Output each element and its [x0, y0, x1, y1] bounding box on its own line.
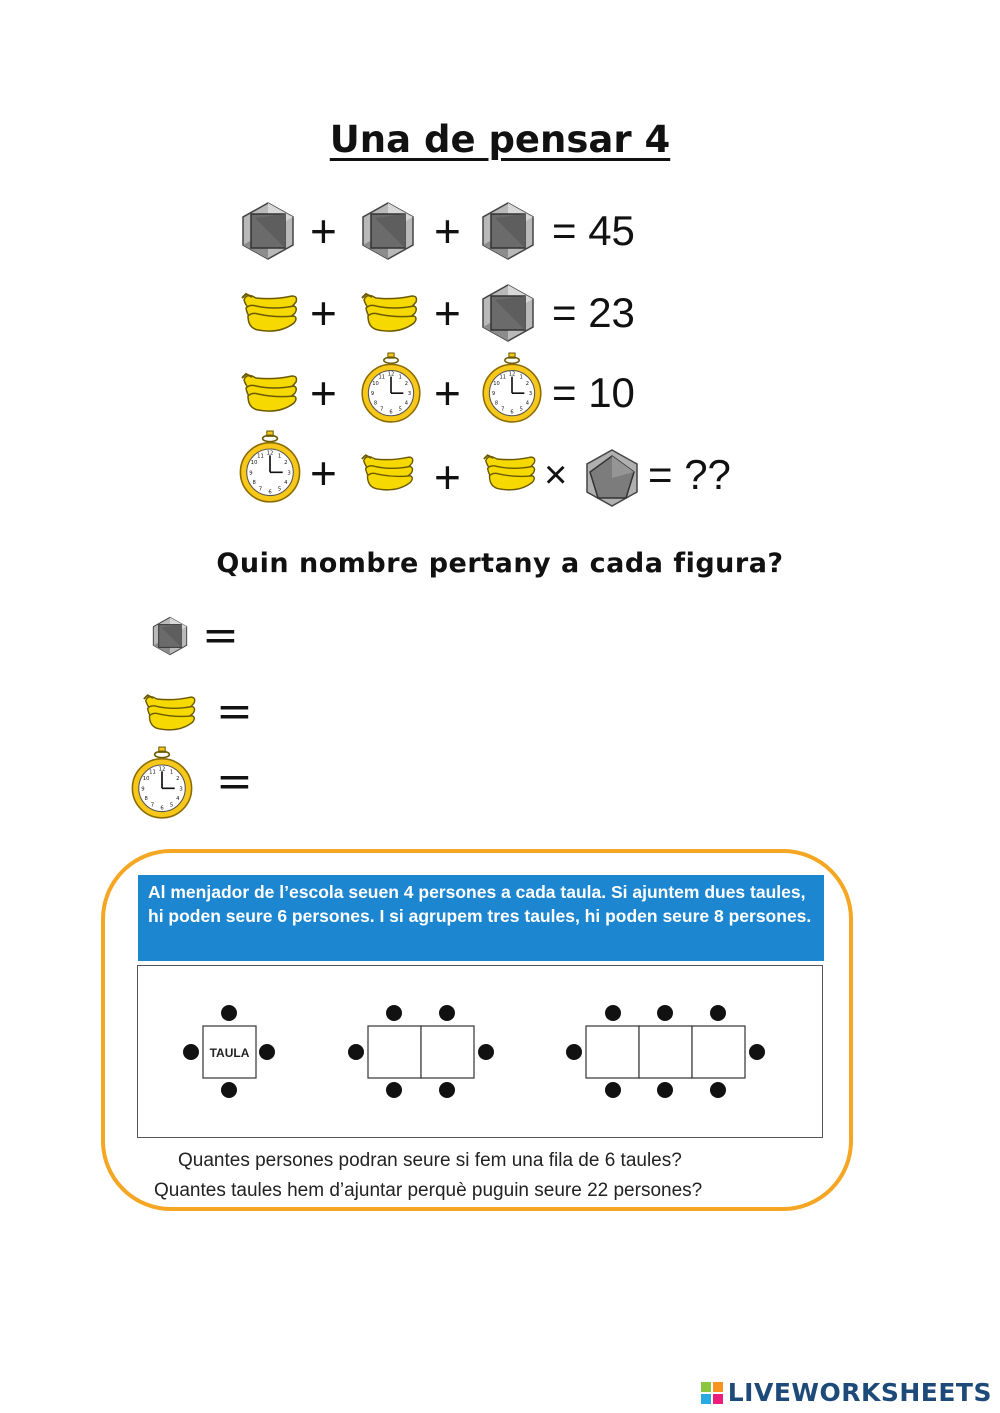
person-dot [439, 1082, 455, 1098]
question-heading: Quin nombre pertany a cada figura? [216, 548, 784, 579]
question-1: Quantes persones podran seure si fem una fila de 6 taules? [178, 1150, 682, 1171]
person-dot [259, 1044, 275, 1060]
plus-sign: + [310, 205, 337, 257]
person-dot [605, 1005, 621, 1021]
puzzle-row-3 [238, 356, 758, 422]
hexagon-icon [478, 280, 538, 346]
person-dot [221, 1082, 237, 1098]
plus-sign: + [310, 367, 337, 419]
answer-row-clock [130, 746, 330, 820]
answer-row-bananas [142, 688, 342, 740]
person-dot [749, 1044, 765, 1060]
hexagon-icon [238, 198, 298, 264]
puzzle-row-2 [238, 280, 758, 346]
person-dot [710, 1082, 726, 1098]
person-dot [478, 1044, 494, 1060]
person-dot [386, 1082, 402, 1098]
logo-icon [700, 1381, 724, 1405]
person-dot [710, 1005, 726, 1021]
stopwatch-icon [238, 430, 302, 504]
bananas-icon [360, 286, 420, 340]
equals-sign: = [216, 686, 253, 737]
plus-sign: + [434, 367, 461, 419]
stopwatch-icon [130, 746, 194, 820]
puzzle-row-4 [238, 436, 758, 502]
question-2: Quantes taules hem d’ajuntar perquè puguin seure 22 persones? [154, 1180, 703, 1201]
bananas-icon [482, 448, 538, 498]
liveworksheets-logo [700, 1378, 992, 1408]
person-dot [348, 1044, 364, 1060]
table-label: TAULA [209, 1046, 250, 1060]
plus-sign: + [434, 205, 461, 257]
bananas-icon [240, 366, 300, 420]
table-2a [368, 1026, 421, 1078]
row-result: = 23 [552, 289, 635, 336]
equals-sign: = [216, 756, 253, 807]
table-3a [586, 1026, 639, 1078]
tables-illustration [138, 966, 821, 1136]
tables-diagram [137, 965, 823, 1138]
table-3b [639, 1026, 692, 1078]
row-result: = 45 [552, 207, 635, 254]
plus-sign: + [434, 287, 461, 339]
equals-sign: = [202, 610, 239, 661]
row-result: = 10 [552, 369, 635, 416]
table-3c [692, 1026, 745, 1078]
bananas-icon [240, 286, 300, 340]
plus-sign: + [310, 287, 337, 339]
person-dot [605, 1082, 621, 1098]
row-result: = ?? [648, 451, 731, 498]
person-dot [221, 1005, 237, 1021]
table-2b [421, 1026, 474, 1078]
person-dot [183, 1044, 199, 1060]
puzzle-row-1 [238, 198, 758, 264]
plus-sign: + [310, 447, 337, 499]
stopwatch-icon [360, 352, 422, 424]
person-dot [439, 1005, 455, 1021]
person-dot [566, 1044, 582, 1060]
pentagon-icon [582, 446, 642, 510]
hexagon-icon [150, 614, 190, 658]
problem-statement: Al menjador de l’escola seuen 4 persones a cada taula. Si ajuntem dues taules, hi poden seure 6 persones. I si agrupem tres taules, hi poden seure 8 persones. [138, 875, 824, 961]
hexagon-icon [478, 198, 538, 264]
hexagon-icon [358, 198, 418, 264]
person-dot [386, 1005, 402, 1021]
bananas-icon [360, 448, 416, 498]
answer-row-hexagon [148, 610, 348, 664]
plus-sign: + [434, 451, 461, 503]
multiply-sign: × [544, 453, 568, 497]
person-dot [657, 1005, 673, 1021]
stopwatch-icon [481, 352, 543, 424]
logo-text: LIVEWORKSHEETS [727, 1378, 992, 1407]
bananas-icon [142, 688, 198, 738]
page-title: Una de pensar 4 [329, 118, 671, 161]
person-dot [657, 1082, 673, 1098]
